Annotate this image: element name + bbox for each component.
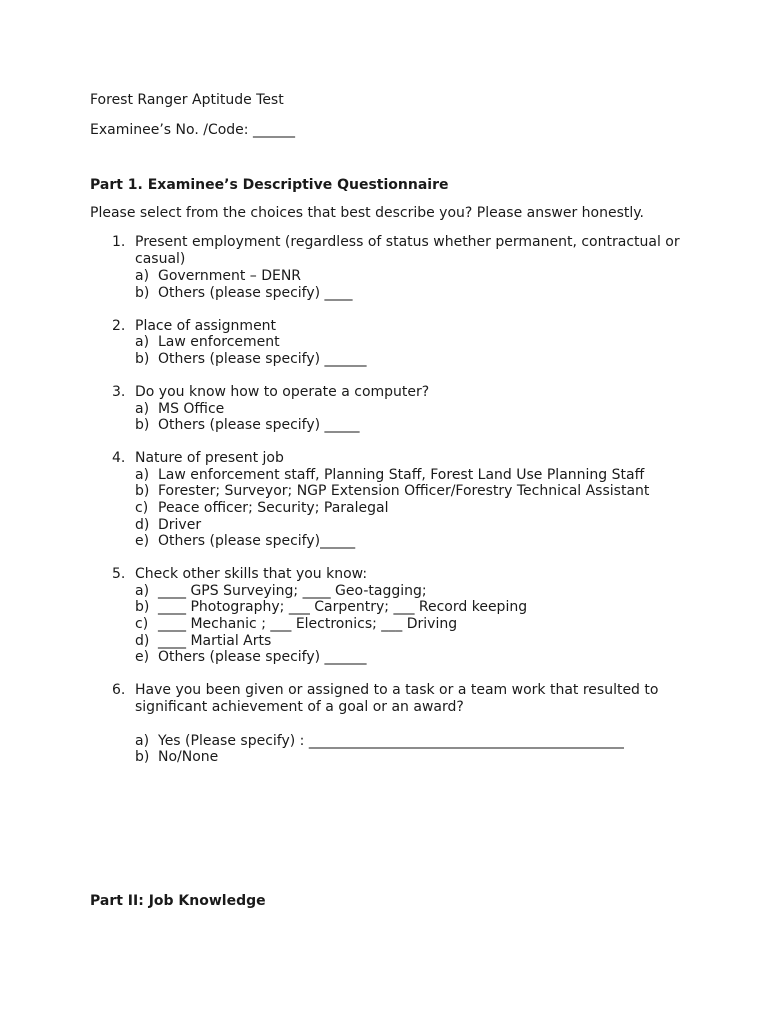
option-letter: c)	[135, 500, 149, 516]
option-letter: b)	[135, 351, 150, 367]
question-3-text-line-1: Do you know how to operate a computer?	[135, 384, 430, 400]
option-text: ____ Photography; ___ Carpentry; ___ Record keeping	[158, 599, 528, 615]
option-letter: a)	[135, 334, 150, 350]
option-letter: b)	[135, 417, 150, 433]
option-text: Law enforcement staff, Planning Staff, Forest Land Use Planning Staff	[158, 467, 645, 483]
option-letter: a)	[135, 401, 150, 417]
question-2-text-line-1: Place of assignment	[135, 318, 277, 334]
option-letter: b)	[135, 285, 150, 301]
option-text: ____ Mechanic ; ___ Electronics; ___ Driving	[158, 616, 458, 632]
question-number-3: 3.	[112, 384, 126, 400]
option-text: Others (please specify) _____	[158, 417, 360, 433]
part1-heading: Part 1. Examinee’s Descriptive Questionnaire	[90, 177, 449, 193]
option-text: No/None	[158, 749, 219, 765]
question-1-text-line-2: casual)	[135, 251, 186, 267]
part2-heading: Part II: Job Knowledge	[90, 893, 266, 909]
question-4-text-line-1: Nature of present job	[135, 450, 284, 466]
question-6-text-line-1: Have you been given or assigned to a task or a team work that resulted to	[135, 682, 659, 698]
question-number-6: 6.	[112, 682, 126, 698]
question-5-text-line-1: Check other skills that you know:	[135, 566, 368, 582]
option-text: Forester; Surveyor; NGP Extension Officer/Forestry Technical Assistant	[158, 483, 650, 499]
option-text: Others (please specify) ____	[158, 285, 353, 301]
question-6-text-line-2: significant achievement of a goal or an award?	[135, 699, 464, 715]
option-letter: a)	[135, 467, 150, 483]
option-text: MS Office	[158, 401, 225, 417]
option-letter: e)	[135, 649, 150, 665]
option-text: Government – DENR	[158, 268, 302, 284]
question-1-text-line-1: Present employment (regardless of status whether permanent, contractual or	[135, 234, 680, 250]
option-text: Yes (Please specify) : _____________________________________________	[158, 733, 624, 749]
option-letter: d)	[135, 517, 150, 533]
option-text: ____ Martial Arts	[158, 633, 272, 649]
question-number-4: 4.	[112, 450, 126, 466]
part1-instruction: Please select from the choices that best describe you? Please answer honestly.	[90, 205, 645, 221]
option-text: Others (please specify) ______	[158, 649, 367, 665]
option-letter: c)	[135, 616, 149, 632]
option-letter: b)	[135, 483, 150, 499]
question-number-1: 1.	[112, 234, 126, 250]
option-text: Driver	[158, 517, 202, 533]
option-letter: a)	[135, 733, 150, 749]
option-text: Others (please specify) ______	[158, 351, 367, 367]
option-text: ____ GPS Surveying; ____ Geo-tagging;	[158, 583, 427, 599]
option-letter: a)	[135, 583, 150, 599]
option-letter: b)	[135, 599, 150, 615]
question-number-2: 2.	[112, 318, 126, 334]
option-text: Peace officer; Security; Paralegal	[158, 500, 389, 516]
examinee-code-line: Examinee’s No. /Code: ______	[90, 122, 295, 138]
option-letter: d)	[135, 633, 150, 649]
document-title: Forest Ranger Aptitude Test	[90, 92, 284, 108]
option-letter: b)	[135, 749, 150, 765]
option-text: Law enforcement	[158, 334, 280, 350]
option-text: Others (please specify)_____	[158, 533, 356, 549]
option-letter: e)	[135, 533, 150, 549]
question-number-5: 5.	[112, 566, 126, 582]
option-letter: a)	[135, 268, 150, 284]
